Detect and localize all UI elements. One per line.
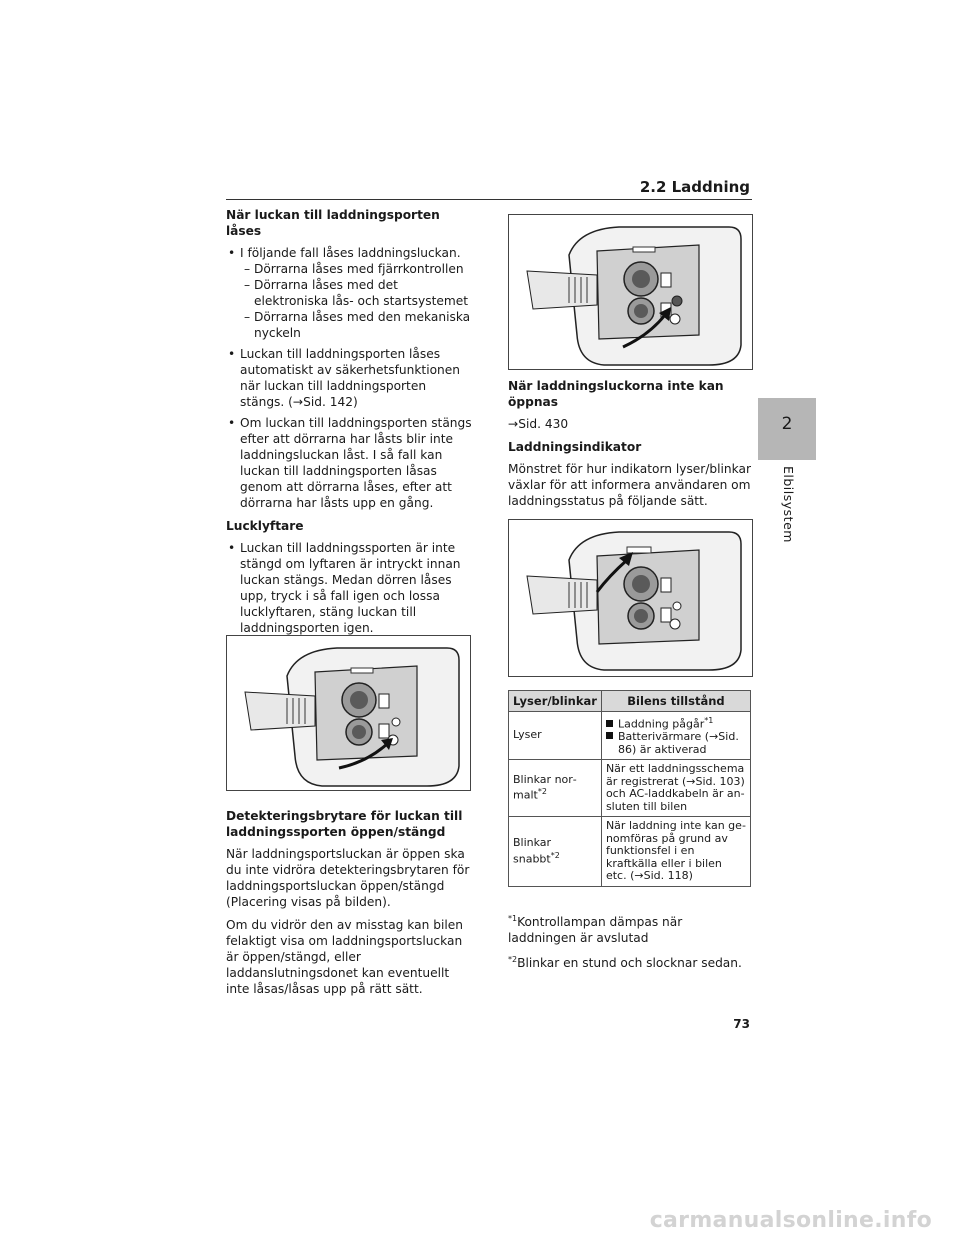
footnote-ref: *2 — [550, 850, 560, 860]
indicator-table — [508, 690, 751, 887]
column-header: Bilens tillstånd — [601, 691, 750, 712]
cell-text: Laddning pågår — [617, 717, 705, 731]
header-divider — [226, 199, 752, 200]
page-number: 73 — [733, 1017, 750, 1031]
heading-indicator: Laddningsindikator — [508, 440, 642, 454]
cell-text: Batterivärmare (→Sid. 86) är aktiverad — [617, 730, 739, 756]
sub-item: – Dörrarna låses med det elektroniska lås- och startsystemet — [244, 278, 469, 308]
paragraph: Mönstret för hur indikatorn lyser/blinkar växlar för att informera användaren om laddningsstatus på följande sätt. — [508, 462, 751, 508]
chapter-label: Elbilsystem — [781, 466, 796, 543]
sub-item: – Dörrarna låses med den mekaniska nyckeln — [244, 310, 471, 340]
charging-port-drawing — [509, 215, 752, 369]
lifter-bullets — [226, 540, 474, 636]
cell-text: Blinkar normalt — [513, 772, 577, 802]
charging-port-drawing — [509, 520, 752, 676]
heading-lid-lifter: Lucklyftare — [226, 519, 304, 533]
left-column — [226, 207, 474, 1004]
charging-port-illustration-lid — [508, 214, 753, 370]
footnote-text: Blinkar en stund och slocknar sedan. — [517, 956, 742, 971]
table-row — [509, 760, 751, 817]
list-item — [606, 731, 746, 756]
heading-door-lock: När luckan till laddningsporten låses — [226, 208, 440, 238]
table-row — [509, 712, 751, 760]
footnote-text: Kontrollampan dämpas när laddningen är avslutad — [508, 915, 683, 946]
right-column — [508, 378, 752, 516]
table-cell: När laddning inte kan genomföras på grund av funktionsfel i en kraftkälla eller i bilen etc. (→Sid. 118) — [601, 817, 750, 887]
footnote-ref: *2 — [537, 787, 547, 797]
watermark: carmanualsonline.info — [649, 1208, 932, 1233]
cell-text: Blinkar snabbt — [513, 836, 552, 866]
section-title: 2.2 Laddning — [639, 178, 750, 196]
table-cell — [601, 712, 750, 760]
bullet-item: • Om luckan till laddningsporten stängs efter att dörrarna har låsts blir inte laddningsluckan låst. I så fall kan luckan till laddningsporten låsas genom att dörrarna låses, efter att dörrarna har låsts upp en gång. — [226, 415, 474, 511]
bullet-item — [226, 245, 474, 341]
square-bullet-icon — [606, 732, 613, 739]
column-header: Lyser/blinkar — [509, 691, 602, 712]
chapter-number: 2 — [781, 414, 793, 434]
bullet-text: • I följande fall låses laddningsluckan. — [240, 246, 461, 260]
bullet-item: • Luckan till laddningssporten är inte stängd om lyftaren är intryckt innan luckan stängs. Medan dörren låses upp, tryck i så fall igen och lossa lucklyftaren, stäng luckan till laddningsporten igen. — [226, 540, 474, 636]
table-cell — [509, 817, 602, 887]
charging-port-illustration-switch — [226, 635, 471, 791]
cell-text: Lyser — [513, 728, 542, 742]
paragraph: När laddningsportsluckan är öppen ska du inte vidröra detekteringsbrytaren för laddningsportsluckan öppen/stängd (Placering visas på bilden). — [226, 847, 470, 909]
paragraph: Om du vidrör den av misstag kan bilen felaktigt visa om laddningsportsluckan är öppen/stängd, eller laddanslutningsdonet kan eventuellt inte låsas/låsas upp på rätt sätt. — [226, 918, 463, 996]
sub-item: – Dörrarna låses med fjärrkontrollen — [244, 262, 464, 276]
heading-detection-switch: Detekteringsbrytare för luckan till laddningssporten öppen/stängd — [226, 809, 463, 839]
heading-cannot-open: När laddningsluckorna inte kan öppnas — [508, 379, 724, 409]
footnote-ref: *1 — [704, 716, 714, 725]
charging-port-illustration-indicator — [508, 519, 753, 677]
table-header-row — [509, 691, 751, 712]
table-cell: När ett laddningsschema är registrerat (→Sid. 103) och AC-laddkabeln är ansluten till bilen — [601, 760, 750, 817]
table-cell — [509, 712, 602, 760]
page-reference: →Sid. 430 — [508, 417, 569, 431]
bullet-item: • Luckan till laddningsporten låses automatiskt av säkerhetsfunktionen när luckan till laddningsporten stängs. (→Sid. 142) — [226, 346, 474, 410]
table-row — [509, 817, 751, 887]
footnote — [508, 952, 752, 971]
square-bullet-icon — [606, 720, 613, 727]
footnote-mark: *1 — [508, 914, 518, 923]
footnote-mark: *2 — [508, 955, 518, 965]
footnote — [508, 911, 752, 946]
lock-bullets — [226, 245, 474, 511]
footnotes — [508, 911, 752, 977]
table-cell — [509, 760, 602, 817]
charging-port-drawing — [227, 636, 470, 790]
list-item — [606, 715, 746, 731]
